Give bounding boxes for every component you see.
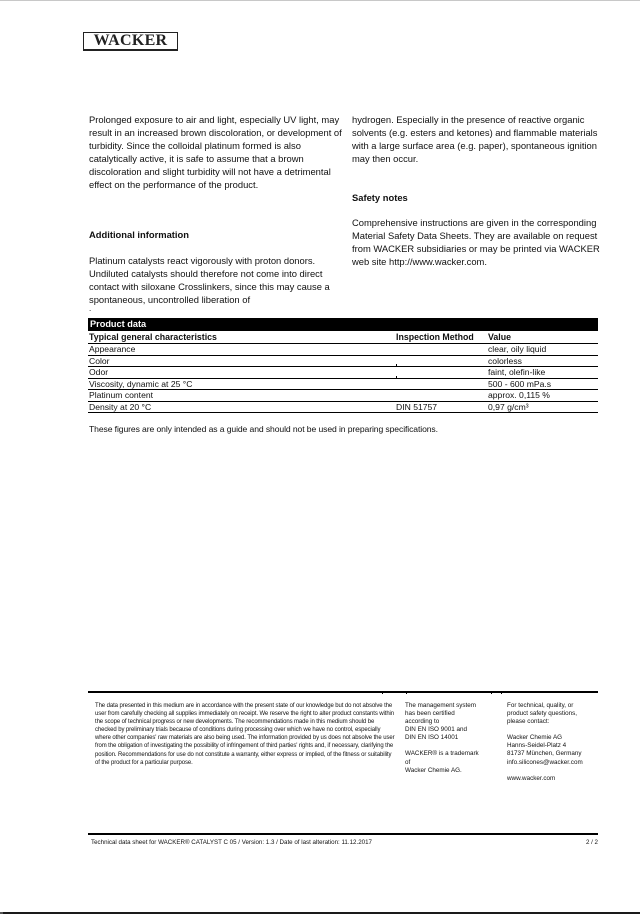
column-header-value: Value	[488, 332, 511, 342]
certification-line: according to	[405, 718, 440, 726]
divider-tick	[501, 692, 502, 694]
additional-information-heading: Additional information	[89, 229, 189, 240]
cell-tick	[396, 364, 397, 366]
city-address: 81737 München, Germany	[507, 750, 582, 758]
guide-note: These figures are only intended as a guide and should not be used in preparing specifications.	[89, 424, 438, 434]
management-certification	[405, 702, 497, 775]
table-row	[88, 390, 598, 402]
row-value: approx. 0,115 %	[488, 390, 550, 400]
table-header-row	[88, 332, 598, 344]
certification-line: has been certified	[405, 710, 455, 718]
footer-divider	[88, 691, 598, 693]
table-row	[88, 367, 598, 379]
row-value: colorless	[488, 355, 522, 366]
contact-intro-line: product safety questions,	[507, 710, 578, 718]
page-number: 2 / 2	[585, 839, 598, 846]
divider-tick	[406, 692, 407, 694]
safety-notes-heading: Safety notes	[352, 192, 408, 203]
row-property: Color	[89, 355, 110, 366]
product-data-title-bar	[88, 318, 598, 331]
row-property: Appearance	[89, 344, 136, 354]
contact-info	[507, 702, 607, 783]
continuation-paragraph	[352, 113, 604, 165]
trademark-line: WACKER® is a trademark	[405, 750, 479, 758]
certification-line: The management system	[405, 702, 477, 709]
document-info-line: Technical data sheet for WACKER® CATALYST C 05 / Version: 1.3 / Date of last alteration: 11.12.2017	[91, 839, 372, 846]
divider-tick	[382, 692, 383, 694]
logo-text: WACKER	[93, 32, 168, 49]
wacker-logo	[83, 32, 178, 51]
cell-tick	[396, 376, 397, 378]
page-top-edge	[0, 0, 640, 1]
contact-intro-line: For technical, quality, or	[507, 702, 574, 709]
row-property: Viscosity, dynamic at 25 °C	[89, 378, 193, 389]
contact-email[interactable]: info.silicones@wacker.com	[507, 758, 583, 766]
bottom-divider	[88, 833, 598, 835]
row-method: DIN 51757	[396, 401, 438, 412]
row-property: Odor	[89, 367, 109, 377]
product-data-title: Product data	[90, 319, 147, 329]
row-value: faint, olefin-like	[488, 367, 546, 377]
row-value: 0,97 g/cm³	[488, 401, 529, 412]
table-row	[88, 379, 598, 391]
storage-paragraph-text: Prolonged exposure to air and light, especially UV light, may result in an increased brown discoloration, or development of turbidity. Since the colloidal platinum formed is also catalytically active, it is safe to assume that a brown discoloration and slight turbidity will not have a detrimental effect on the performance of the product.	[89, 114, 342, 191]
column-header-inspection-method: Inspection Method	[396, 332, 474, 342]
row-value: 500 - 600 mPa.s	[488, 378, 552, 389]
table-row	[88, 344, 598, 356]
street-address: Hanns-Seidel-Platz 4	[507, 742, 567, 750]
additional-information-text: Platinum catalysts react vigorously with proton donors. Undiluted catalysts should therefore not come into direct contact with siloxane Crosslinkers, since this may cause a spontaneous, uncontrolled liberation of	[89, 255, 330, 306]
row-property: Density at 20 °C	[89, 401, 152, 412]
table-row	[88, 356, 598, 368]
divider-tick	[491, 692, 492, 694]
certification-line: DIN EN ISO 9001 and	[405, 726, 467, 734]
disclaimer-text: The data presented in this medium are in accordance with the present state of our knowledge but do not absolve the user from carefully checking all supplies immediately on receipt. We reserve the right to alter product constants within the scope of technical progress or new developments. The recommendations made in this medium should be checked by preliminary trials because of conditions during processing over which we have no control, especially where other companies' raw materials are also being used. The information provided by us does not absolve the user from the obligation of investigating the possibility of infringement of third parties' rights and, if necessary, clarifying the position. Recommendations for use do not constitute a warranty, either express or implied, of the fitness or suitability of the product for a particular purpose.	[95, 703, 395, 766]
certification-line: DIN EN ISO 14001	[405, 734, 459, 742]
company-name: Wacker Chemie AG	[507, 734, 563, 742]
row-property: Platinum content	[89, 390, 154, 400]
safety-notes-text: Comprehensive instructions are given in the corresponding Material Safety Data Sheets. They are available on request from WACKER subsidiaries or may be printed via WACKER web site http://www.wacker.com.	[352, 217, 600, 268]
trademark-line: of	[405, 758, 411, 766]
trademark-line: Wacker Chemie AG.	[405, 766, 462, 774]
legal-disclaimer	[95, 702, 395, 767]
contact-intro-line: please contact:	[507, 718, 550, 726]
table-row	[88, 402, 598, 414]
stray-mark: .	[89, 304, 92, 313]
storage-paragraph	[89, 113, 344, 192]
product-data-table	[88, 332, 598, 413]
row-value: clear, oily liquid	[488, 344, 547, 354]
continuation-paragraph-text: hydrogen. Especially in the presence of reactive organic solvents (e.g. esters and ketones) and flammable materials with a large surface area (e.g. paper), spontaneous ignition may then occur.	[352, 114, 598, 165]
website-link[interactable]: www.wacker.com	[507, 774, 556, 782]
column-header-characteristics: Typical general characteristics	[89, 332, 217, 342]
